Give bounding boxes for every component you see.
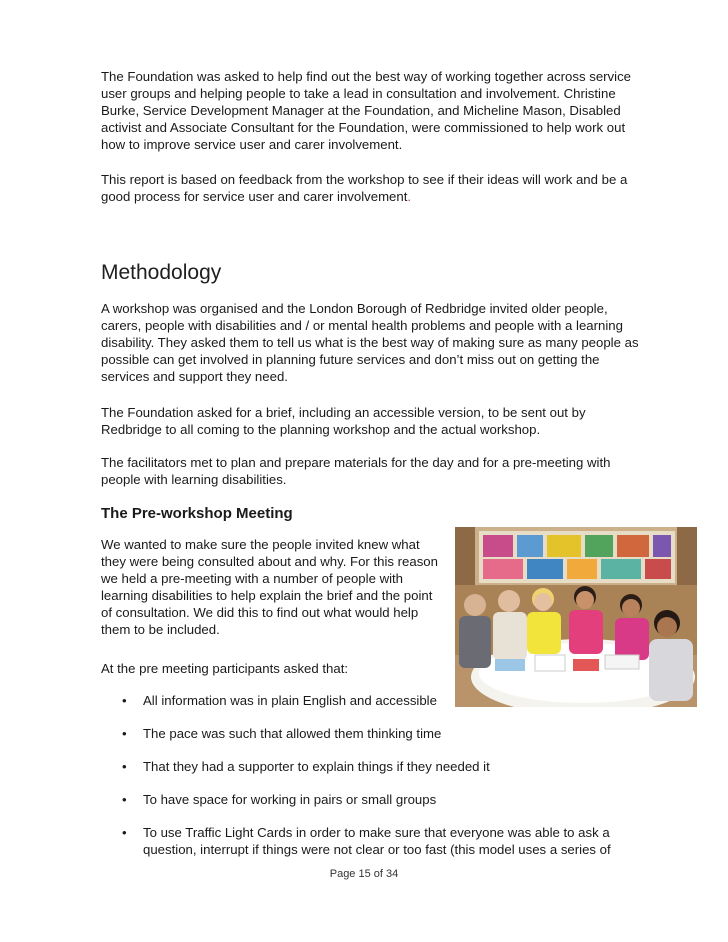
list-item: • The pace was such that allowed them thinking time [122,726,442,741]
preworkshop-paragraph-1: We wanted to make sure the people invited knew what they were being consulted about and why. For this reason we held a pre-meeting with a number of people with learning disabilities to help explain the brief and the point of consultation. We did this to find out what would help them to be included. [101,537,438,637]
methodology-heading: Methodology [101,261,222,284]
list-item: • To have space for working in pairs or small groups [122,792,437,807]
preworkshop-heading: The Pre-workshop Meeting [101,505,293,522]
bullet-icon: • [122,792,127,807]
methodology-paragraph-2: The Foundation asked for a brief, including an accessible version, to be sent out by Redbridge to all coming to the planning workshop and the actual workshop. [101,405,586,437]
bullet-icon: • [122,825,127,840]
bullet-icon: • [122,726,127,741]
list-item: • To use Traffic Light Cards in order to make sure that everyone was able to ask a question, interrupt if things were not clear or too fast (this model uses a series of [122,825,611,857]
methodology-paragraph-3: The facilitators met to plan and prepare materials for the day and for a pre-meeting with people with learning disabilities. [101,455,611,487]
intro-paragraph-2 [101,171,641,205]
bullet-icon: • [122,693,127,708]
bullet-icon: • [122,759,127,774]
intro-paragraph-2-text: This report is based on feedback from the workshop to see if their ideas will work and be a good process for service user and carer involvement [101,172,628,204]
intro-paragraph-2-period: . [407,189,412,204]
methodology-paragraph-1: A workshop was organised and the London Borough of Redbridge invited older people, carers, people with disabilities and / or mental health problems and people with a learning disability. They asked them to tell us what is the best way of making sure as many people as possible can get involved in planning future services and don’t miss out on getting the services and support they need. [101,301,639,384]
list-item: • All information was in plain English and accessible [122,693,437,708]
workshop-photo [455,527,697,707]
intro-paragraph-1: The Foundation was asked to help find out the best way of working together across service user groups and helping people to take a lead in consultation and involvement. Christine Burke, Service Development Manager at the Foundation, and Micheline Mason, Disabled activist and Associate Consultant for the Foundation, were commissioned to help work out how to improve service user and carer involvement. [101,69,631,152]
list-item: • That they had a supporter to explain things if they needed it [122,759,490,774]
preworkshop-paragraph-2: At the pre meeting participants asked that: [101,661,349,676]
page-number: Page 15 of 34 [329,868,399,880]
